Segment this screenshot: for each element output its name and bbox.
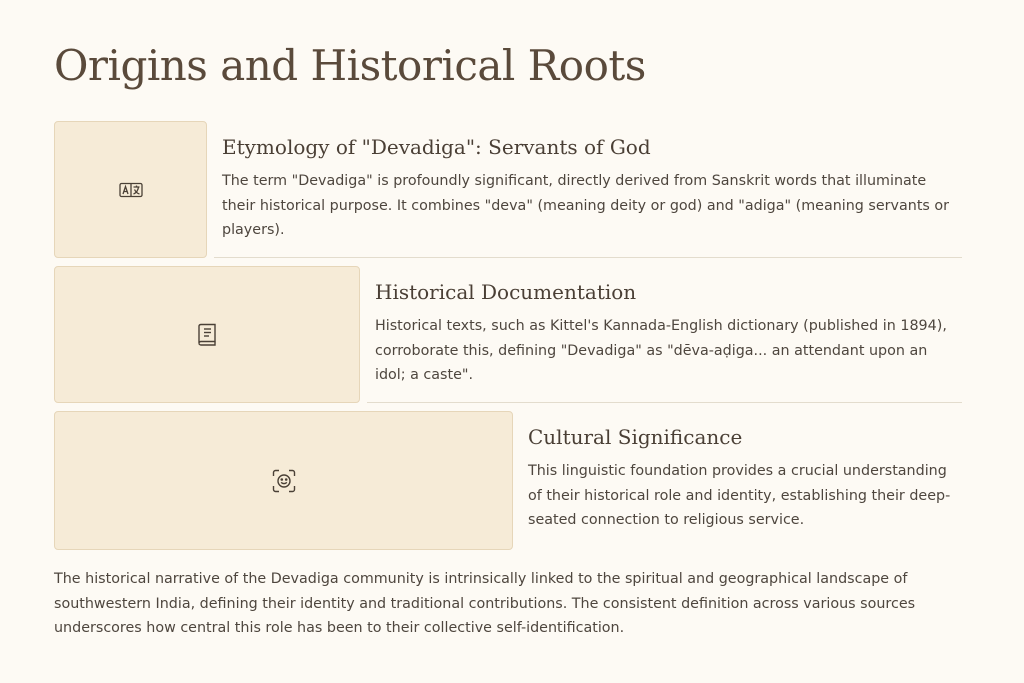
section-body: The term "Devadiga" is profoundly significant, directly derived from Sanskrit words that illuminate their historical purpose. It combines "deva" (meaning deity or god) and "adiga" (meaning servants or players).: [222, 173, 950, 238]
section-divider: [214, 257, 962, 258]
section-text: [528, 421, 962, 533]
page-title: Origins and Historical Roots: [54, 41, 646, 90]
book-icon: [196, 323, 218, 347]
section-image-placeholder: [54, 121, 207, 258]
section-cultural-significance: [54, 411, 962, 548]
section-image-placeholder: [54, 266, 360, 403]
section-title: Etymology of "Devadiga": Servants of God: [222, 135, 651, 159]
section-etymology: [54, 121, 962, 258]
section-divider: [367, 402, 962, 403]
section-text: [375, 276, 962, 388]
section-body: Historical texts, such as Kittel's Kannada-English dictionary (published in 1894), corroborate this, defining "Devadiga" as "dēva-aḍiga... an attendant upon an idol; a caste".: [375, 318, 947, 383]
section-title: Cultural Significance: [528, 425, 743, 449]
face-scan-icon: [272, 469, 296, 493]
section-image-placeholder: [54, 411, 513, 550]
translate-icon: [119, 182, 143, 198]
summary-paragraph: The historical narrative of the Devadiga community is intrinsically linked to the spiritual and geographical landscape of southwestern India, defining their identity and traditional contributions. The consistent definition across various sources underscores how central this role has been to their collective self-identification.: [54, 571, 916, 636]
section-text: [222, 131, 962, 243]
section-documentation: [54, 266, 962, 403]
section-title: Historical Documentation: [375, 280, 637, 304]
section-body: This linguistic foundation provides a crucial understanding of their historical role and identity, establishing their deep-seated connection to religious service.: [528, 463, 951, 528]
